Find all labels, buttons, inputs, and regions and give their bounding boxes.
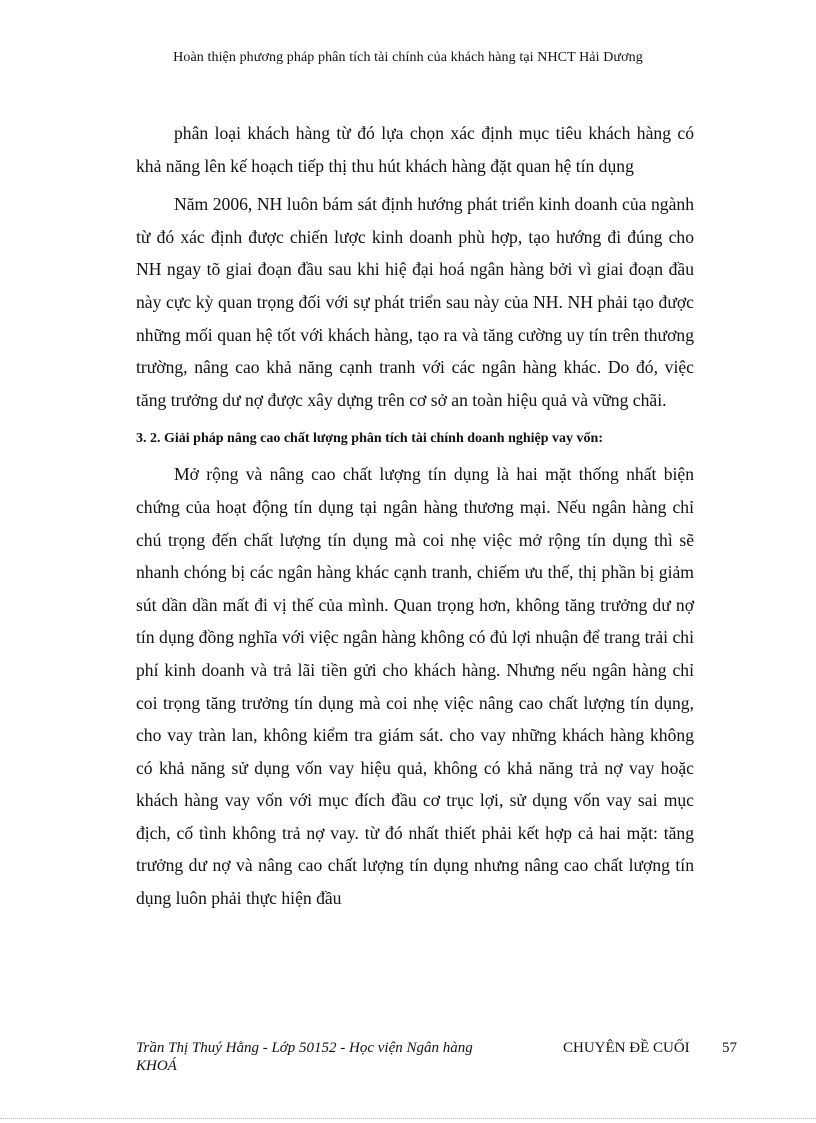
- page-bottom-divider: [0, 1118, 816, 1119]
- footer-author: Trần Thị Thuý Hằng - Lớp 50152 - Học viện Ngân hàng: [136, 1040, 473, 1056]
- body-paragraph: Mở rộng và nâng cao chất lượng tín dụng là hai mặt thống nhất biện chứng của hoạt động tín dụng tại ngân hàng thương mại. Nếu ngân hàng chỉ chú trọng đến chất lượng tín dụng mà coi nhẹ việc mở rộng tín dụng thì sẽ nhanh chóng bị các ngân hàng khác cạnh tranh, chiếm ưu thế, thị phần bị giảm sút dần dần mất đi vị thế của mình. Quan trọng hơn, không tăng trưởng dư nợ tín dụng đồng nghĩa với việc ngân hàng không có đủ lợi nhuận để trang trải chi phí kinh doanh và trả lãi tiền gửi cho khách hàng. Nhưng nếu ngân hàng chỉ coi trọng tăng trưởng tín dụng mà coi nhẹ việc nâng cao chất lượng tín dụng, cho vay tràn lan, không kiểm tra giám sát. cho vay những khách hàng không có khả năng sử dụng vốn vay hiệu quả, không có khả năng trả nợ vay hoặc khách hàng vay vốn với mục đích đầu cơ trục lợi, sử dụng vốn vay sai mục địch, cố tình không trả nợ vay. từ đó nhất thiết phải kết hợp cả hai mặt: tăng trưởng dư nợ và nâng cao chất lượng tín dụng nhưng nâng cao chất lượng tín dụng luôn phải thực hiện đầu: [136, 464, 694, 909]
- page-number: 57: [722, 1040, 737, 1056]
- footer-chapter: CHUYÊN ĐỀ CUỐI: [563, 1040, 690, 1056]
- body-paragraph: phân loại khách hàng từ đó lựa chọn xác định mục tiêu khách hàng có khả năng lên kế hoạch tiếp thị thu hút khách hàng đặt quan hệ tín dụng: [136, 123, 694, 176]
- body-paragraph: Năm 2006, NH luôn bám sát định hướng phát triển kinh doanh của ngành từ đó xác định được chiến lược kinh doanh phù hợp, tạo hướng đi đúng cho NH ngay tõ giai đoạn đầu sau khi hiệ đại hoá ngân hàng bởi vì giai đoạn đầu này cực kỳ quan trọng đối với sự phát triển sau này của NH. NH phải tạo được những mối quan hệ tốt với khách hàng, tạo ra và tăng cường uy tín trên thương trường, nâng cao khả năng cạnh tranh với các ngân hàng khác. Do đó, việc tăng trưởng dư nợ được xây dựng trên cơ sở an toàn hiệu quả và vững chãi.: [136, 194, 694, 410]
- page-header: Hoàn thiện phương pháp phân tích tài chính của khách hàng tại NHCT Hải Dương: [173, 50, 643, 65]
- body-text: [136, 117, 694, 915]
- section-heading: 3. 2. Giải pháp nâng cao chất lượng phân tích tài chính doanh nghiệp vay vốn:: [136, 431, 603, 447]
- footer-continuation: KHOÁ: [136, 1058, 177, 1074]
- page-footer: [136, 1039, 738, 1075]
